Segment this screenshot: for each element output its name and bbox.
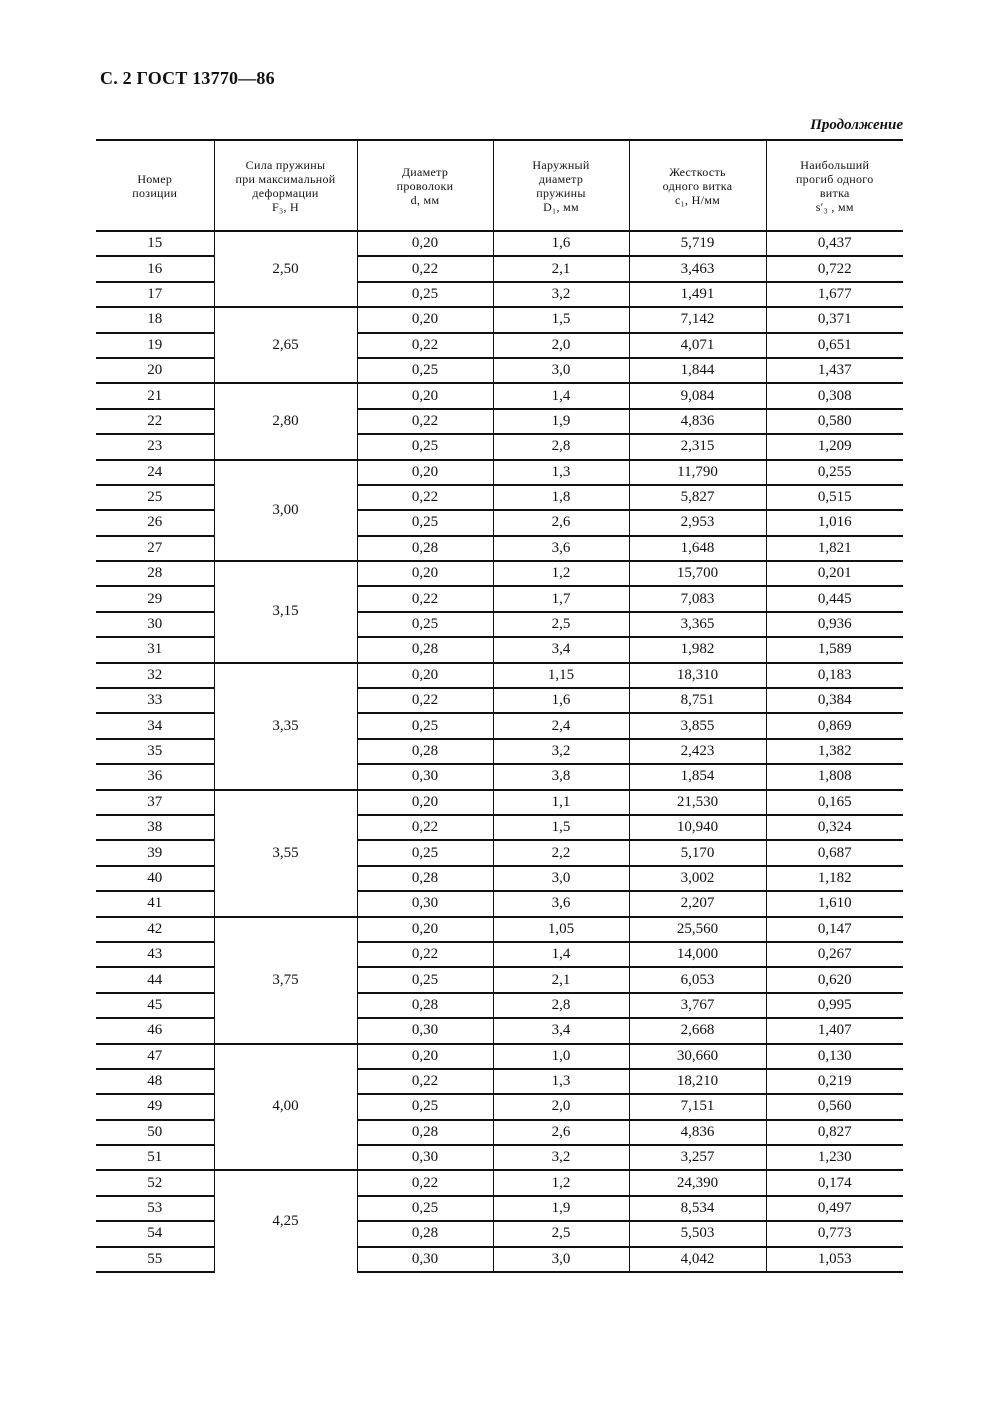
position-cell: 20: [96, 358, 214, 383]
wire-diameter-cell: 0,28: [357, 993, 493, 1018]
spring-force-cell: 3,55: [214, 790, 357, 917]
max-deflection-cell: 0,308: [766, 383, 903, 408]
position-cell: 40: [96, 866, 214, 891]
max-deflection-cell: 1,182: [766, 866, 903, 891]
outer-diameter-cell: 1,3: [493, 1069, 629, 1094]
max-deflection-cell: 0,324: [766, 815, 903, 840]
coil-stiffness-cell: 15,700: [629, 561, 766, 586]
coil-stiffness-cell: 18,210: [629, 1069, 766, 1094]
wire-diameter-cell: 0,25: [357, 434, 493, 459]
outer-diameter-cell: 2,6: [493, 510, 629, 535]
max-deflection-cell: 0,936: [766, 612, 903, 637]
outer-diameter-cell: 2,2: [493, 840, 629, 865]
position-cell: 15: [96, 231, 214, 256]
outer-diameter-cell: 1,5: [493, 815, 629, 840]
header-line: d, мм: [410, 192, 440, 207]
coil-stiffness-cell: 14,000: [629, 942, 766, 967]
position-cell: 28: [96, 561, 214, 586]
header-line: D₁, мм: [543, 199, 579, 214]
max-deflection-cell: 0,165: [766, 790, 903, 815]
header-line: Наибольший: [800, 157, 870, 172]
max-deflection-cell: 0,497: [766, 1196, 903, 1221]
coil-stiffness-cell: 3,767: [629, 993, 766, 1018]
header-line: позиции: [132, 185, 178, 200]
max-deflection-cell: 1,437: [766, 358, 903, 383]
max-deflection-cell: 0,651: [766, 333, 903, 358]
header-line: прогиб одного: [795, 171, 874, 186]
header-line: s′₃ , мм: [815, 199, 854, 214]
header-line: пружины: [536, 185, 586, 200]
spring-force-cell: 3,75: [214, 917, 357, 1044]
position-cell: 35: [96, 739, 214, 764]
coil-stiffness-cell: 2,315: [629, 434, 766, 459]
outer-diameter-cell: 1,8: [493, 485, 629, 510]
position-cell: 27: [96, 536, 214, 561]
outer-diameter-cell: 1,1: [493, 790, 629, 815]
outer-diameter-cell: 1,2: [493, 1170, 629, 1195]
wire-diameter-cell: 0,20: [357, 307, 493, 332]
wire-diameter-cell: 0,20: [357, 917, 493, 942]
wire-diameter-cell: 0,25: [357, 840, 493, 865]
header-line: c₁, Н/мм: [674, 192, 721, 207]
position-cell: 52: [96, 1170, 214, 1195]
outer-diameter-cell: 1,6: [493, 688, 629, 713]
wire-diameter-cell: 0,20: [357, 790, 493, 815]
wire-diameter-cell: 0,25: [357, 1196, 493, 1221]
max-deflection-cell: 0,384: [766, 688, 903, 713]
coil-stiffness-cell: 3,463: [629, 256, 766, 281]
table-row: [96, 383, 903, 408]
wire-diameter-cell: 0,22: [357, 815, 493, 840]
outer-diameter-cell: 1,5: [493, 307, 629, 332]
outer-diameter-cell: 2,8: [493, 434, 629, 459]
max-deflection-cell: 1,589: [766, 637, 903, 662]
header-line: Сила пружины: [245, 157, 326, 172]
table-body: [96, 231, 903, 1272]
coil-stiffness-cell: 2,423: [629, 739, 766, 764]
col-outer-diameter-header: [493, 140, 629, 231]
coil-stiffness-cell: 3,855: [629, 713, 766, 738]
outer-diameter-cell: 2,0: [493, 333, 629, 358]
max-deflection-cell: 1,382: [766, 739, 903, 764]
position-cell: 30: [96, 612, 214, 637]
outer-diameter-cell: 1,7: [493, 586, 629, 611]
outer-diameter-cell: 1,3: [493, 460, 629, 485]
position-cell: 41: [96, 891, 214, 916]
coil-stiffness-cell: 3,002: [629, 866, 766, 891]
wire-diameter-cell: 0,25: [357, 713, 493, 738]
outer-diameter-cell: 2,0: [493, 1094, 629, 1119]
coil-stiffness-cell: 4,836: [629, 1120, 766, 1145]
outer-diameter-cell: 2,6: [493, 1120, 629, 1145]
max-deflection-cell: 0,219: [766, 1069, 903, 1094]
position-cell: 36: [96, 764, 214, 789]
header-line: одного витка: [662, 178, 733, 193]
outer-diameter-cell: 3,8: [493, 764, 629, 789]
max-deflection-cell: 0,722: [766, 256, 903, 281]
max-deflection-cell: 0,995: [766, 993, 903, 1018]
header-line: витка: [819, 185, 850, 200]
coil-stiffness-cell: 4,836: [629, 409, 766, 434]
coil-stiffness-cell: 3,257: [629, 1145, 766, 1170]
table-header: [96, 140, 903, 231]
position-cell: 19: [96, 333, 214, 358]
wire-diameter-cell: 0,30: [357, 1145, 493, 1170]
spring-force-cell: 2,65: [214, 307, 357, 383]
header-line: деформации: [252, 185, 319, 200]
outer-diameter-cell: 1,9: [493, 409, 629, 434]
header-line: F₃, Н: [271, 199, 300, 214]
position-cell: 34: [96, 713, 214, 738]
max-deflection-cell: 0,620: [766, 967, 903, 992]
coil-stiffness-cell: 3,365: [629, 612, 766, 637]
outer-diameter-cell: 1,4: [493, 942, 629, 967]
header-line: при максимальной: [235, 171, 336, 186]
coil-stiffness-cell: 1,982: [629, 637, 766, 662]
outer-diameter-cell: 2,1: [493, 967, 629, 992]
outer-diameter-cell: 3,2: [493, 1145, 629, 1170]
wire-diameter-cell: 0,22: [357, 485, 493, 510]
position-cell: 37: [96, 790, 214, 815]
max-deflection-cell: 1,230: [766, 1145, 903, 1170]
spring-force-cell: 3,35: [214, 663, 357, 790]
outer-diameter-cell: 1,6: [493, 231, 629, 256]
spring-spec-table: [96, 139, 903, 1273]
max-deflection-cell: 0,687: [766, 840, 903, 865]
table-row: [96, 460, 903, 485]
wire-diameter-cell: 0,30: [357, 1247, 493, 1272]
wire-diameter-cell: 0,28: [357, 739, 493, 764]
outer-diameter-cell: 2,5: [493, 1221, 629, 1246]
position-cell: 26: [96, 510, 214, 535]
wire-diameter-cell: 0,20: [357, 383, 493, 408]
outer-diameter-cell: 3,6: [493, 536, 629, 561]
table-row: [96, 231, 903, 256]
max-deflection-cell: 0,183: [766, 663, 903, 688]
outer-diameter-cell: 3,4: [493, 1018, 629, 1043]
wire-diameter-cell: 0,25: [357, 612, 493, 637]
header-line: Диаметр: [401, 164, 449, 179]
outer-diameter-cell: 3,0: [493, 358, 629, 383]
outer-diameter-cell: 2,5: [493, 612, 629, 637]
max-deflection-cell: 1,821: [766, 536, 903, 561]
coil-stiffness-cell: 24,390: [629, 1170, 766, 1195]
position-cell: 44: [96, 967, 214, 992]
position-cell: 38: [96, 815, 214, 840]
coil-stiffness-cell: 18,310: [629, 663, 766, 688]
max-deflection-cell: 1,407: [766, 1018, 903, 1043]
position-cell: 32: [96, 663, 214, 688]
page-header: С. 2 ГОСТ 13770—86: [100, 68, 275, 88]
max-deflection-cell: 1,209: [766, 434, 903, 459]
header-line: Жесткость: [669, 164, 726, 179]
wire-diameter-cell: 0,30: [357, 1018, 493, 1043]
position-cell: 54: [96, 1221, 214, 1246]
coil-stiffness-cell: 4,042: [629, 1247, 766, 1272]
col-coil-stiffness-header: [629, 140, 766, 231]
coil-stiffness-cell: 2,207: [629, 891, 766, 916]
wire-diameter-cell: 0,22: [357, 256, 493, 281]
max-deflection-cell: 1,610: [766, 891, 903, 916]
coil-stiffness-cell: 5,719: [629, 231, 766, 256]
col-wire-diameter-header: [357, 140, 493, 231]
coil-stiffness-cell: 11,790: [629, 460, 766, 485]
outer-diameter-cell: 3,0: [493, 1247, 629, 1272]
wire-diameter-cell: 0,25: [357, 282, 493, 307]
wire-diameter-cell: 0,20: [357, 460, 493, 485]
coil-stiffness-cell: 1,854: [629, 764, 766, 789]
position-cell: 23: [96, 434, 214, 459]
position-cell: 50: [96, 1120, 214, 1145]
position-cell: 42: [96, 917, 214, 942]
max-deflection-cell: 1,677: [766, 282, 903, 307]
header-line: Наружный: [532, 157, 590, 172]
position-cell: 22: [96, 409, 214, 434]
max-deflection-cell: 0,130: [766, 1044, 903, 1069]
max-deflection-cell: 1,053: [766, 1247, 903, 1272]
outer-diameter-cell: 1,9: [493, 1196, 629, 1221]
max-deflection-cell: 0,560: [766, 1094, 903, 1119]
col-position-header: [96, 140, 214, 231]
outer-diameter-cell: 1,2: [493, 561, 629, 586]
wire-diameter-cell: 0,30: [357, 764, 493, 789]
outer-diameter-cell: 1,4: [493, 383, 629, 408]
position-cell: 18: [96, 307, 214, 332]
max-deflection-cell: 0,580: [766, 409, 903, 434]
spring-force-cell: 2,50: [214, 231, 357, 307]
wire-diameter-cell: 0,25: [357, 510, 493, 535]
outer-diameter-cell: 3,2: [493, 282, 629, 307]
wire-diameter-cell: 0,22: [357, 688, 493, 713]
max-deflection-cell: 0,773: [766, 1221, 903, 1246]
outer-diameter-cell: 1,15: [493, 663, 629, 688]
wire-diameter-cell: 0,25: [357, 358, 493, 383]
position-cell: 33: [96, 688, 214, 713]
header-line: Номер: [137, 171, 173, 186]
table-row: [96, 1170, 903, 1195]
max-deflection-cell: 1,016: [766, 510, 903, 535]
outer-diameter-cell: 3,6: [493, 891, 629, 916]
coil-stiffness-cell: 7,142: [629, 307, 766, 332]
wire-diameter-cell: 0,22: [357, 409, 493, 434]
wire-diameter-cell: 0,22: [357, 1170, 493, 1195]
coil-stiffness-cell: 5,503: [629, 1221, 766, 1246]
wire-diameter-cell: 0,22: [357, 1069, 493, 1094]
coil-stiffness-cell: 7,083: [629, 586, 766, 611]
header-row: [96, 140, 903, 231]
continuation-label: Продолжение: [810, 117, 903, 133]
outer-diameter-cell: 1,0: [493, 1044, 629, 1069]
outer-diameter-cell: 3,4: [493, 637, 629, 662]
position-cell: 17: [96, 282, 214, 307]
wire-diameter-cell: 0,20: [357, 561, 493, 586]
max-deflection-cell: 0,267: [766, 942, 903, 967]
coil-stiffness-cell: 7,151: [629, 1094, 766, 1119]
wire-diameter-cell: 0,20: [357, 663, 493, 688]
wire-diameter-cell: 0,28: [357, 1120, 493, 1145]
position-cell: 25: [96, 485, 214, 510]
position-cell: 39: [96, 840, 214, 865]
coil-stiffness-cell: 5,170: [629, 840, 766, 865]
outer-diameter-cell: 1,05: [493, 917, 629, 942]
wire-diameter-cell: 0,28: [357, 866, 493, 891]
spring-force-cell: 4,25: [214, 1170, 357, 1272]
coil-stiffness-cell: 10,940: [629, 815, 766, 840]
col-spring-force-header: [214, 140, 357, 231]
wire-diameter-cell: 0,22: [357, 942, 493, 967]
position-cell: 51: [96, 1145, 214, 1170]
position-cell: 21: [96, 383, 214, 408]
max-deflection-cell: 0,437: [766, 231, 903, 256]
position-cell: 47: [96, 1044, 214, 1069]
max-deflection-cell: 1,808: [766, 764, 903, 789]
wire-diameter-cell: 0,25: [357, 1094, 493, 1119]
spring-force-cell: 3,00: [214, 460, 357, 562]
table-row: [96, 790, 903, 815]
max-deflection-cell: 0,869: [766, 713, 903, 738]
wire-diameter-cell: 0,22: [357, 586, 493, 611]
outer-diameter-cell: 2,8: [493, 993, 629, 1018]
position-cell: 29: [96, 586, 214, 611]
wire-diameter-cell: 0,28: [357, 637, 493, 662]
col-max-deflection-header: [766, 140, 903, 231]
table-row: [96, 1044, 903, 1069]
coil-stiffness-cell: 21,530: [629, 790, 766, 815]
coil-stiffness-cell: 25,560: [629, 917, 766, 942]
coil-stiffness-cell: 2,953: [629, 510, 766, 535]
wire-diameter-cell: 0,30: [357, 891, 493, 916]
table-row: [96, 561, 903, 586]
coil-stiffness-cell: 8,534: [629, 1196, 766, 1221]
position-cell: 24: [96, 460, 214, 485]
coil-stiffness-cell: 9,084: [629, 383, 766, 408]
coil-stiffness-cell: 1,844: [629, 358, 766, 383]
max-deflection-cell: 0,255: [766, 460, 903, 485]
coil-stiffness-cell: 8,751: [629, 688, 766, 713]
position-cell: 45: [96, 993, 214, 1018]
table-row: [96, 307, 903, 332]
position-cell: 48: [96, 1069, 214, 1094]
spring-force-cell: 2,80: [214, 383, 357, 459]
wire-diameter-cell: 0,22: [357, 333, 493, 358]
position-cell: 53: [96, 1196, 214, 1221]
position-cell: 46: [96, 1018, 214, 1043]
position-cell: 55: [96, 1247, 214, 1272]
table-row: [96, 663, 903, 688]
wire-diameter-cell: 0,28: [357, 536, 493, 561]
wire-diameter-cell: 0,25: [357, 967, 493, 992]
position-cell: 16: [96, 256, 214, 281]
position-cell: 43: [96, 942, 214, 967]
max-deflection-cell: 0,515: [766, 485, 903, 510]
coil-stiffness-cell: 4,071: [629, 333, 766, 358]
coil-stiffness-cell: 1,491: [629, 282, 766, 307]
max-deflection-cell: 0,147: [766, 917, 903, 942]
max-deflection-cell: 0,174: [766, 1170, 903, 1195]
outer-diameter-cell: 2,1: [493, 256, 629, 281]
table-row: [96, 917, 903, 942]
coil-stiffness-cell: 1,648: [629, 536, 766, 561]
outer-diameter-cell: 3,2: [493, 739, 629, 764]
header-line: проволоки: [396, 178, 454, 193]
max-deflection-cell: 0,827: [766, 1120, 903, 1145]
position-cell: 31: [96, 637, 214, 662]
wire-diameter-cell: 0,28: [357, 1221, 493, 1246]
position-cell: 49: [96, 1094, 214, 1119]
header-line: диаметр: [538, 171, 584, 186]
outer-diameter-cell: 2,4: [493, 713, 629, 738]
spring-force-cell: 3,15: [214, 561, 357, 663]
max-deflection-cell: 0,371: [766, 307, 903, 332]
max-deflection-cell: 0,445: [766, 586, 903, 611]
wire-diameter-cell: 0,20: [357, 231, 493, 256]
coil-stiffness-cell: 2,668: [629, 1018, 766, 1043]
coil-stiffness-cell: 30,660: [629, 1044, 766, 1069]
wire-diameter-cell: 0,20: [357, 1044, 493, 1069]
max-deflection-cell: 0,201: [766, 561, 903, 586]
spring-force-cell: 4,00: [214, 1044, 357, 1171]
coil-stiffness-cell: 6,053: [629, 967, 766, 992]
coil-stiffness-cell: 5,827: [629, 485, 766, 510]
outer-diameter-cell: 3,0: [493, 866, 629, 891]
